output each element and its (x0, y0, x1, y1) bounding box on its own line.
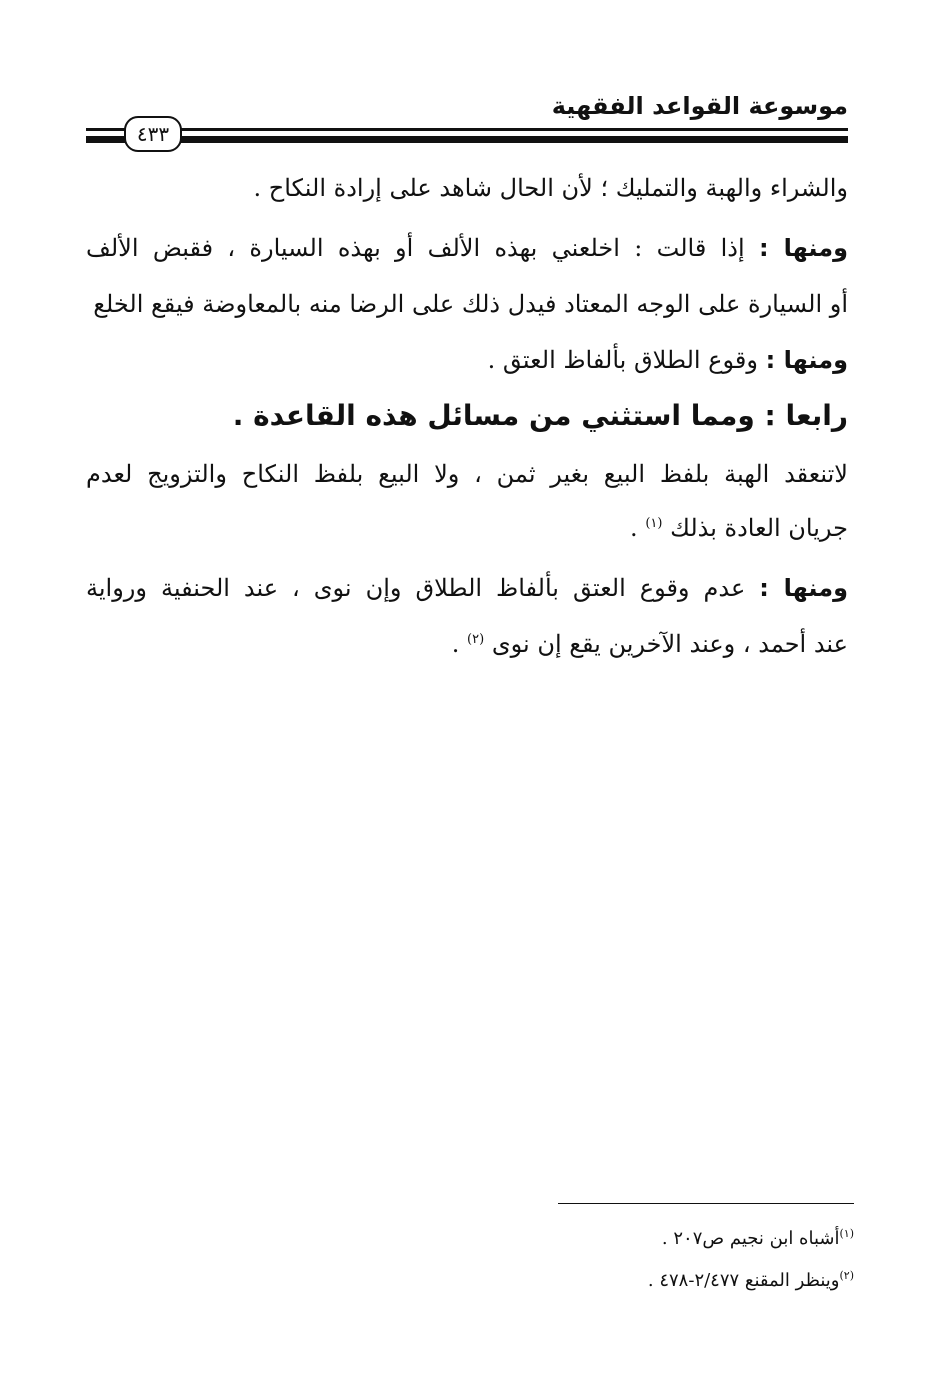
paragraph-text: عدم وقوع العتق بألفاظ الطلاق وإن نوى ، عند الحنفية ورواية (86, 574, 746, 602)
paragraph-lead: ومنها : (765, 346, 848, 374)
paragraph-2-line-1 (86, 228, 848, 268)
paragraph-text: عند أحمد ، وعند الآخرين يقع إن نوى (491, 630, 848, 658)
header-rule-bottom (86, 136, 848, 143)
page-number: ٤٣٣ (124, 116, 182, 152)
paragraph-lead: ومنها : (759, 574, 848, 602)
running-title: موسوعة القواعد الفقهية (551, 92, 848, 120)
paragraph-lead: ومنها : (758, 234, 848, 262)
paragraph-text: جريان العادة بذلك (670, 514, 848, 542)
header-rule-top (86, 128, 848, 131)
body-line-1: والشراء والهبة والتمليك ؛ لأن الحال شاهد على إرادة النكاح . (253, 174, 848, 202)
paragraph-3 (488, 340, 848, 380)
footnote-marker: (١) (839, 1227, 854, 1240)
section-heading: رابعا : ومما استثني من مسائل هذه القاعدة . (232, 399, 848, 432)
footnote-separator (558, 1203, 854, 1204)
footnote-1 (662, 1224, 854, 1254)
paragraph-4-line-2 (630, 508, 848, 548)
sentence-end: . (630, 514, 638, 542)
paragraph-4-line-1: لاتنعقد الهبة بلفظ البيع بغير ثمن ، ولا البيع بلفظ النكاح والتزويج لعدم (86, 460, 848, 488)
paragraph-2-line-2: أو السيارة على الوجه المعتاد فيدل ذلك على الرضا منه بالمعاوضة فيقع الخلع (93, 290, 848, 318)
footnote-2 (648, 1266, 854, 1296)
footnote-reference[interactable]: (٢) (467, 632, 485, 647)
paragraph-text: إذا قالت : اخلعني بهذه الألف أو بهذه السيارة ، فقبض الألف (86, 234, 745, 262)
sentence-end: . (451, 630, 460, 658)
footnote-reference[interactable]: (١) (645, 516, 663, 531)
paragraph-text: وقوع الطلاق بألفاظ العتق . (487, 346, 758, 374)
footnote-text: وينظر المقنع ٢/٤٧٧-٤٧٨ . (647, 1270, 840, 1291)
footnote-marker: (٢) (839, 1269, 854, 1282)
footnote-text: أشباه ابن نجيم ص٢٠٧ . (661, 1228, 840, 1249)
paragraph-5-line-1 (86, 568, 848, 608)
paragraph-5-line-2 (452, 624, 848, 664)
